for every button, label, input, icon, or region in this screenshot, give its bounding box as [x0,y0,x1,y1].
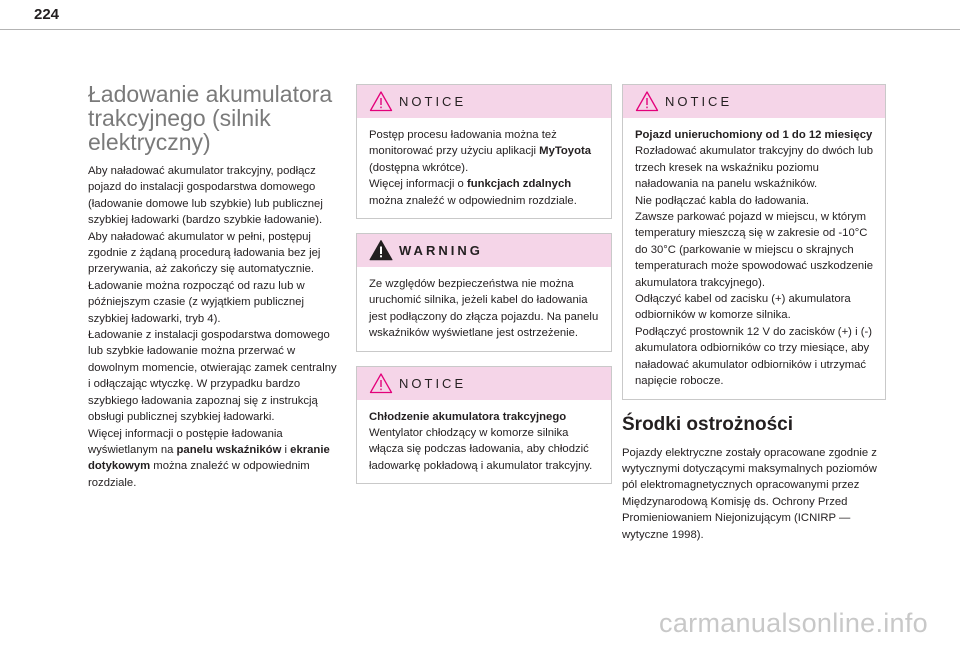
notice-title: NOTICE [665,94,733,109]
text-span: można znaleźć w odpowiednim rozdziale. [88,460,310,489]
bold-span: panelu wskaźników [176,443,282,456]
column-storage [622,84,886,543]
notice-body [623,118,885,399]
safety-title: Środki ostrożności [622,413,794,435]
bold-span: funkcjach zdalnych [466,178,572,191]
warning-title: WARNING [399,243,483,259]
notice-title: NOTICE [399,94,467,109]
notice-body [357,118,611,218]
text-span: Postęp procesu ładowania można też monitorować przy użyciu aplikacji [369,129,557,158]
notice-text: Wentylator chłodzący w komorze silnika włącza się podczas ładowania, aby chłodzić ładowarkę pokładową i akumulator trakcyjny. [369,427,593,472]
warning-header [357,234,611,267]
notice-title: NOTICE [399,375,467,391]
warning-text: Ze względów bezpieczeństwa nie można uruchomić silnika, jeżeli kabel do ładowania jest podłączony do złącza pojazdu. Na panelu wskaźników wyświetlane jest ostrzeżenie. [369,278,599,340]
warning-triangle-icon [369,239,393,261]
notice-box-cooling [356,366,612,485]
caution-triangle-icon [369,90,393,112]
text-span: Więcej informacji o postępie ładowania wyświetlanym na [88,427,283,456]
notice-header [357,367,611,400]
notice-header [623,85,885,118]
warning-box-engine [356,233,612,352]
caution-triangle-icon [635,90,659,112]
notice-text [369,127,601,209]
warning-body [357,267,611,351]
notice-heading-text: Pojazd unieruchomiony od 1 do 12 miesięcy [635,129,873,141]
bold-span: ekranie dotykowym [88,443,330,473]
charging-more-info-text [88,426,340,492]
notice-header [357,85,611,118]
bold-span: MyToyota [539,145,592,158]
top-divider [0,29,960,30]
text-span: można znaleźć w odpowiednim rozdziale. [369,194,577,207]
caution-triangle-icon [369,372,393,394]
notice-body [357,400,611,484]
notice-box-monitoring [356,84,612,219]
safety-text: Pojazdy elektryczne zostały opracowane zgodnie z wytycznymi dotyczącymi maksymalnych poziomów pól elektromagnetycznych opracowanymi przez Międzynarodową Komisję ds. Ochrony Przed Promieniowaniem Niejonizującym (ICNIRP — wytyczne 1998). [622,446,877,541]
column-charging [88,82,340,491]
notice-box-immobilised [622,84,886,400]
page-number: 224 [34,6,60,23]
section-title: Ładowanie akumulatora trakcyjnego (silnik elektryczny) [88,81,333,155]
text-span: (dostępna wkrótce). Więcej informacji o [369,161,469,191]
column-notices [356,84,612,498]
text-span: i [281,443,291,456]
charging-intro-text: Aby naładować akumulator trakcyjny, podłącz pojazd do instalacji gospodarstwa domowego (ładowanie domowe lub szybkie) lub publicznej szybkiej ładowarki (bardzo szybkie ładowanie). Aby naładować akumulator w pełni, postępuj zgodnie z żądaną procedurą ładowania bez jej przerywania, aż zakończy się automatycznie. Ładowanie można rozpocząć od razu lub w późniejszym czasie (z wyjątkiem publicznej szybkiej ładowarki, tryb 4). Ładowanie z instalacji gospodarstwa domowego lub szybkie ładowanie można przerwać w dowolnym momencie, otwierając zamek centralny i odłączając wtyczkę. W przypadku bardzo szybkiego ładowania zapoznaj się z instrukcją obsługi publicznej szybkiej ładowarki. [88,165,337,424]
notice-heading-text: Chłodzenie akumulatora trakcyjnego [369,410,567,423]
watermark: carmanualsonline.info [659,608,928,638]
notice-text: Rozładować akumulator trakcyjny do dwóch lub trzech kresek na wskaźniku poziomu naładowania na panelu wskaźników. Nie podłączać kabla do ładowania. Zawsze parkować pojazd w miejscu, w którym temperatury mieszczą się w zakresie od -10°C do 30°C (parkowanie w miejscu o skrajnych temperaturach może spowodować uszkodzenie akumulatora trakcyjnego). Odłączyć kabel od zacisku (+) akumulatora odbiorników w komorze silnika. Podłączyć prostownik 12 V do zacisków (+) i (-) akumulatora odbiorników co trzy miesiące, aby naładować akumulator odbiorników i utrzymać napięcie robocze. [635,145,873,388]
